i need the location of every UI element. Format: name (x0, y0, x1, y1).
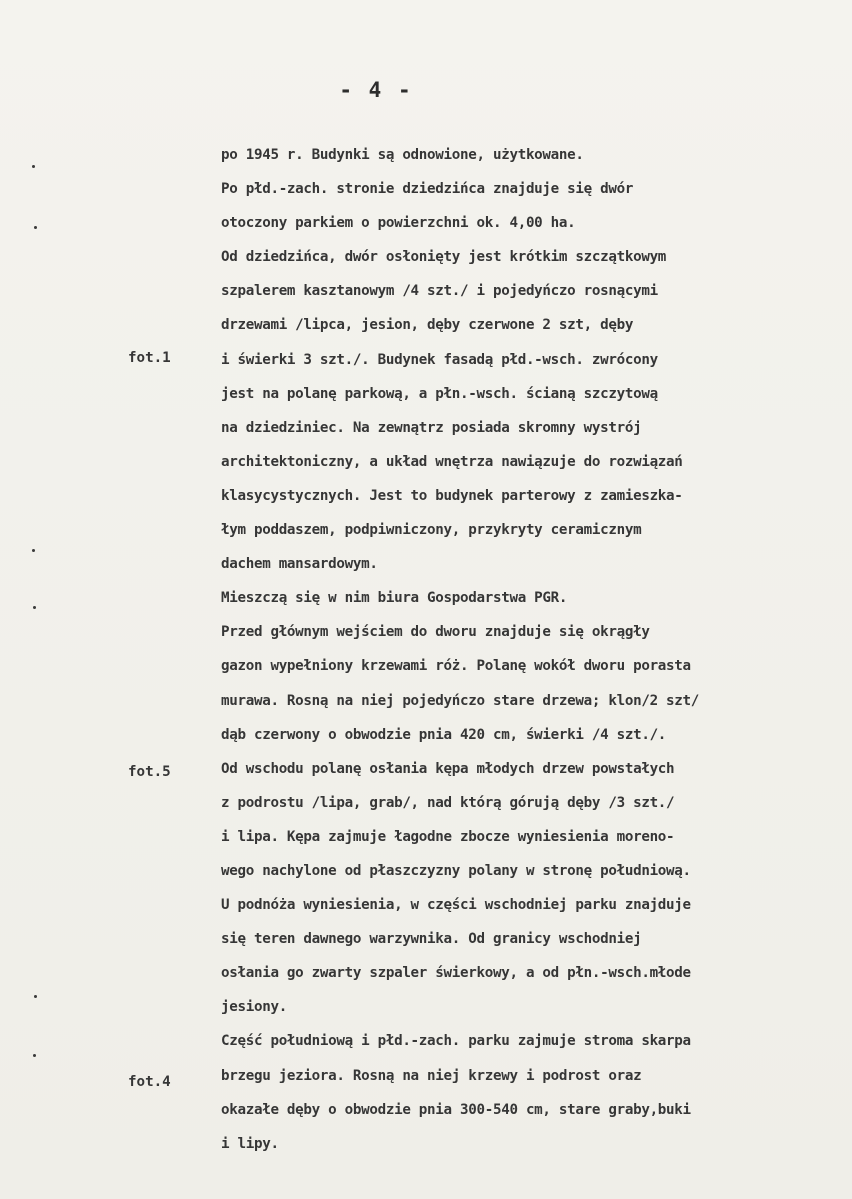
text-line: klasycystycznych. Jest to budynek parterowy z zamieszka- (221, 487, 683, 504)
text-line: jesiony. (221, 999, 287, 1016)
text-line: po 1945 r. Budynki są odnowione, użytkowane. (221, 147, 584, 163)
text-line: łym poddaszem, podpiwniczony, przykryty ceramicznym (221, 522, 642, 539)
text-line: i świerki 3 szt./. Budynek fasadą płd.-wsch. zwrócony (221, 351, 658, 368)
body-text (221, 138, 841, 1161)
text-line: dachem mansardowym. (221, 556, 378, 573)
paper-speck (33, 606, 36, 609)
text-line: architektoniczny, a układ wnętrza nawiązuje do rozwiązań (221, 453, 683, 470)
margin-note-photo-5: fot.5 (128, 764, 171, 780)
paper-speck (34, 995, 37, 998)
text-line: Przed głównym wejściem do dworu znajduje się okrągły (221, 624, 650, 641)
paper-speck (33, 1054, 36, 1057)
text-line: jest na polanę parkową, a płn.-wsch. ścianą szczytową (221, 385, 658, 402)
text-line: wego nachylone od płaszczyzny polany w stronę południową. (221, 862, 691, 879)
text-line: Od wschodu polanę osłania kępa młodych drzew powstałych (221, 760, 675, 777)
page-number: - 4 - (339, 78, 413, 102)
text-line: i lipa. Kępa zajmuje łagodne zbocze wyniesienia moreno- (221, 828, 675, 845)
text-line: okazałe dęby o obwodzie pnia 300-540 cm, stare graby,buki (221, 1101, 691, 1118)
text-line: i lipy. (221, 1135, 279, 1152)
paper-speck (32, 165, 35, 168)
text-line: Część południową i płd.-zach. parku zajmuje stroma skarpa (221, 1033, 691, 1050)
text-line: się teren dawnego warzywnika. Od granicy wschodniej (221, 931, 642, 948)
text-line: murawa. Rosną na niej pojedyńczo stare drzewa; klon/2 szt/ (221, 692, 700, 709)
text-line: na dziedziniec. Na zewnątrz posiada skromny wystrój (221, 419, 642, 436)
text-line: osłania go zwarty szpaler świerkowy, a od płn.-wsch.młode (221, 965, 691, 982)
text-line: U podnóża wyniesienia, w części wschodniej parku znajduje (221, 897, 691, 914)
margin-note-photo-4: fot.4 (128, 1074, 171, 1090)
text-line: Od dziedzińca, dwór osłonięty jest krótkim szczątkowym (221, 249, 667, 266)
paper-speck (32, 549, 35, 552)
text-line: gazon wypełniony krzewami róż. Polanę wokół dworu porasta (221, 658, 691, 675)
text-line: szpalerem kasztanowym /4 szt./ i pojedyńczo rosnącymi (221, 283, 658, 300)
paper-speck (34, 226, 37, 229)
text-line: Mieszczą się w nim biura Gospodarstwa PGR. (221, 590, 568, 607)
text-line: brzegu jeziora. Rosną na niej krzewy i podrost oraz (221, 1067, 642, 1084)
text-line: z podrostu /lipa, grab/, nad którą górują dęby /3 szt./ (221, 794, 675, 811)
text-line: otoczony parkiem o powierzchni ok. 4,00 ha. (221, 215, 576, 232)
text-line: dąb czerwony o obwodzie pnia 420 cm, świerki /4 szt./. (221, 726, 667, 743)
text-line: Po płd.-zach. stronie dziedzińca znajduje się dwór (221, 181, 634, 198)
margin-note-photo-1: fot.1 (128, 350, 171, 366)
text-line: drzewami /lipca, jesion, dęby czerwone 2 szt, dęby (221, 317, 634, 334)
